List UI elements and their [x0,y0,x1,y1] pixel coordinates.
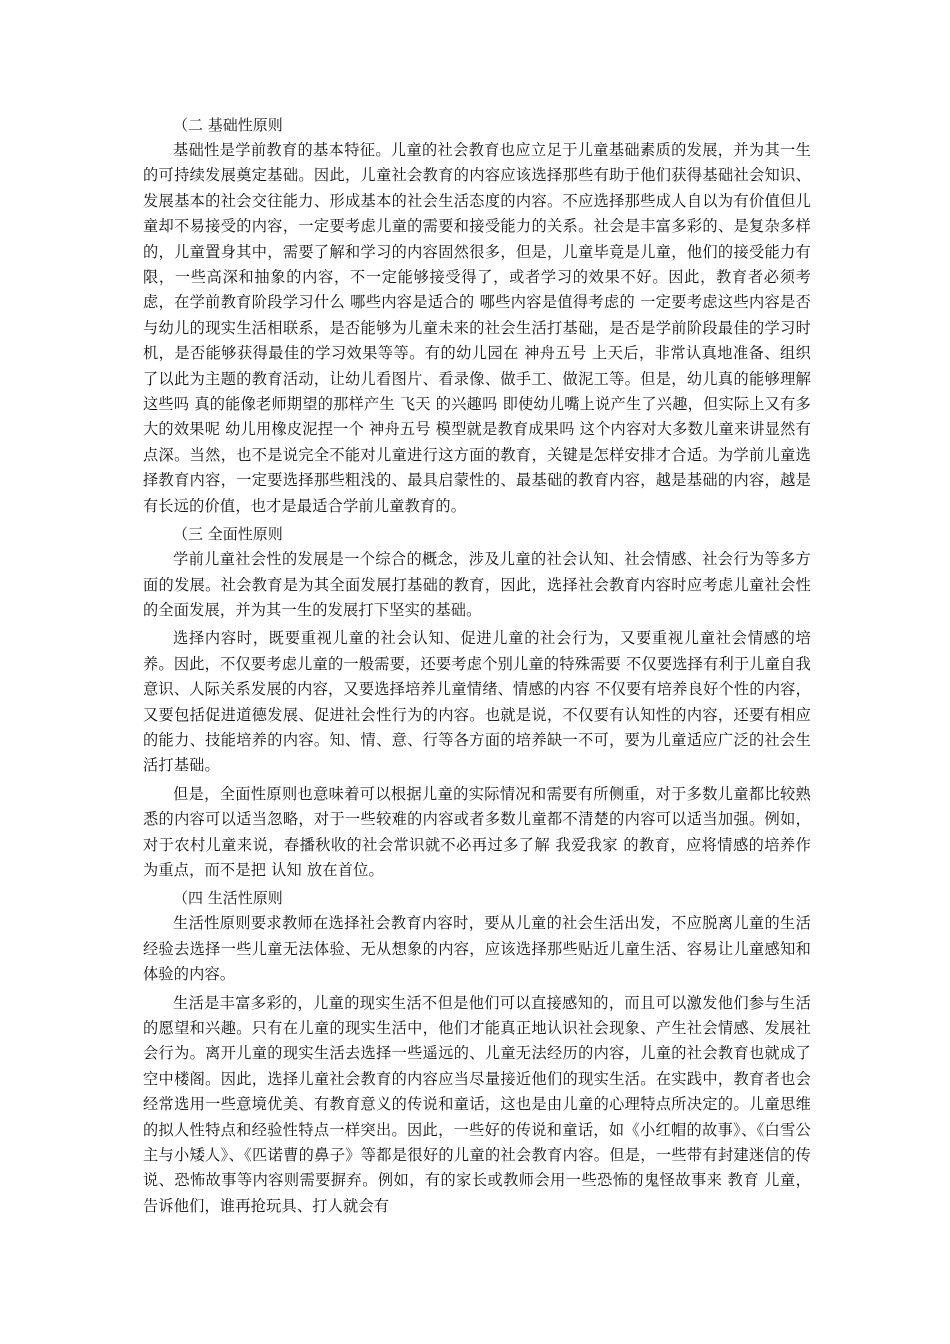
section-heading-life: （四 生活性原则 [173,889,283,908]
section-foundational-principle [143,113,811,519]
section-comprehensive-principle [143,522,811,883]
paragraph: 学前儿童社会性的发展是一个综合的概念，涉及儿童的社会认知、社会情感、社会行为等多方面的发展。社会教育是为其全面发展打基础的教育，因此，选择社会教育内容时应考虑儿童社会性的全面发展，并为其一生的发展打下坚实的基础。 [143,550,811,619]
document-page [143,113,811,1222]
paragraph: 选择内容时，既要重视儿童的社会认知、促进儿童的社会行为，又要重视儿童社会情感的培养。因此，不仅要考虑儿童的一般需要，还要考虑个别儿童的特殊需要 不仅要选择有利于儿童自我意识、人际关系发展的内容，又要选择培养儿童情绪、情感的内容 不仅要有培养良好个性的内容，又要包括促进道德发展、促进社会性行为的内容。也就是说，不仅要有认知性的内容，还要有相应的能力、技能培养的内容。知、情、意、行等各方面的培养缺一不可，要为儿童适应广泛的社会生活打基础。 [143,629,811,775]
paragraph: 生活是丰富多彩的，儿童的现实生活不但是他们可以直接感知的，而且可以激发他们参与生活的愿望和兴趣。只有在儿童的现实生活中，他们才能真正地认识社会现象、产生社会情感、发展社会行为。离开儿童的现实生活去选择一些遥远的、儿童无法经历的内容，儿童的社会教育也就成了空中楼阁。因此，选择儿童社会教育的内容应当尽量接近他们的现实生活。在实践中，教育者也会经常选用一些意境优美、有教育意义的传说和童话，这也是由儿童的心理特点所决定的。儿童思维的拟人性特点和经验性特点一样突出。因此，一些好的传说和童话，如《小红帽的故事》、《白雪公主与小矮人》、《匹诺曹的鼻子》等都是很好的儿童的社会教育内容。但是，一些带有封建迷信的传说、恐怖故事等内容则需要摒弃。例如，有的家长或教师会用一些恐怖的鬼怪故事来 教育 儿童，告诉他们，谁再抢玩具、打人就会有 [143,993,811,1215]
paragraph: 但是，全面性原则也意味着可以根据儿童的实际情况和需要有所侧重，对于多数儿童都比较熟悉的内容可以适当忽略，对于一些较难的内容或者多数儿童都不清楚的内容可以适当加强。例如，对于农村儿童来说，春播秋收的社会常识就不必再过多了解 我爱我家 的教育，应将情感的培养作为重点，而不是把 认知 放在首位。 [143,784,811,879]
paragraph: 基础性是学前教育的基本特征。儿童的社会教育也应立足于儿童基础素质的发展，并为其一生的可持续发展奠定基础。因此，儿童社会教育的内容应该选择那些有助于他们获得基础社会知识、发展基本的社会交往能力、形成基本的社会生活态度的内容。不应选择那些成人自以为有价值但儿童却不易接受的内容，一定要考虑儿童的需要和接受能力的关系。社会是丰富多彩的、是复杂多样的，儿童置身其中，需要了解和学习的内容固然很多，但是，儿童毕竟是儿童，他们的接受能力有限，一些高深和抽象的内容，不一定能够接受得了，或者学习的效果不好。因此，教育者必须考虑，在学前教育阶段学习什么 哪些内容是适合的 哪些内容是值得考虑的 一定要考虑这些内容是否与幼儿的现实生活相联系，是否能够为儿童未来的社会生活打基础，是否是学前阶段最佳的学习时机，是否能够获得最佳的学习效果等等。有的幼儿园在 神舟五号 上天后，非常认真地准备、组织了以此为主题的教育活动，让幼儿看图片、看录像、做手工、做泥工等。但是，幼儿真的能够理解这些吗 真的能像老师期望的那样产生 飞天 的兴趣吗 即使幼儿嘴上说产生了兴趣，但实际上又有多大的效果呢 幼儿用橡皮泥捏一个 神舟五号 模型就是教育成果吗 这个内容对大多数儿童来讲显然有点深。当然，也不是说完全不能对儿童进行这方面的教育，关键是怎样安排才合适。为学前儿童选择教育内容，一定要选择那些粗浅的、最具启蒙性的、最基础的教育内容，越是基础的内容，越是有长远的价值，也才是最适合学前儿童教育的。 [143,141,811,515]
paragraph: 生活性原则要求教师在选择社会教育内容时，要从儿童的社会生活出发，不应脱离儿童的生活经验去选择一些儿童无法体验、无从想象的内容，应该选择那些贴近儿童生活、容易让儿童感知和体验的内容。 [143,914,811,984]
section-life-principle [143,886,811,1219]
section-heading-foundational: （二 基础性原则 [173,116,283,134]
section-heading-comprehensive: （三 全面性原则 [173,525,283,544]
